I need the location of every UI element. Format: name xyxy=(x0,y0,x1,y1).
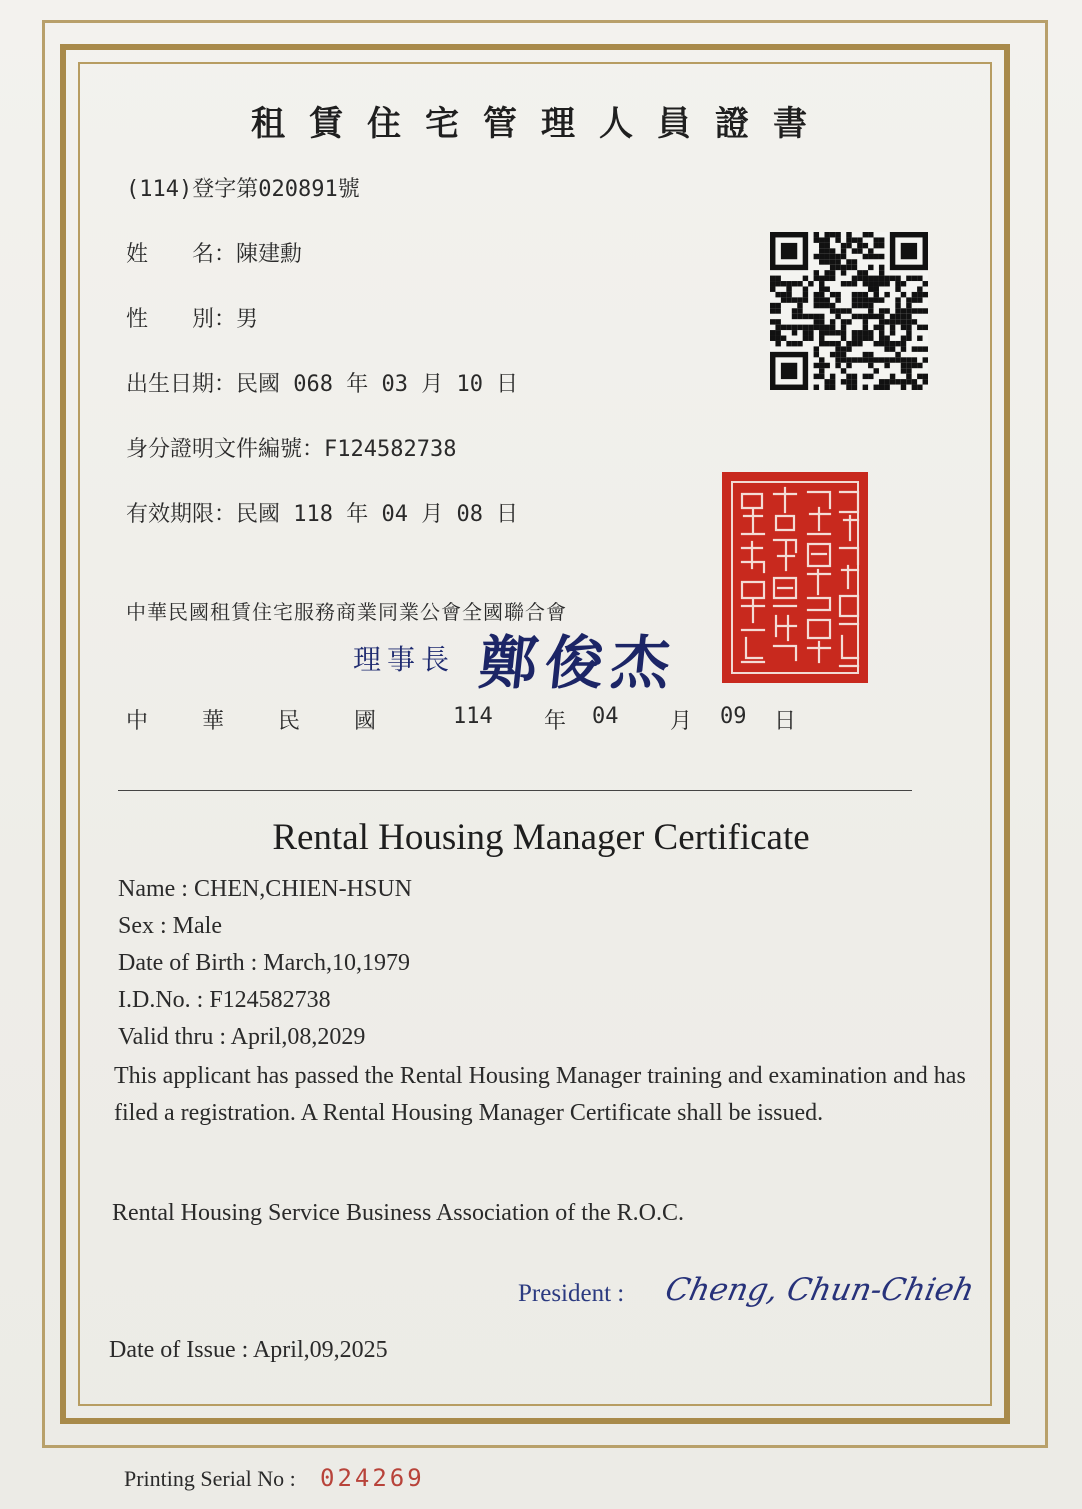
date-year-unit: 年 xyxy=(544,709,567,734)
valid-until-field-en: Valid thru : April,08,2029 xyxy=(118,1024,366,1050)
date-year: 114 xyxy=(453,704,493,729)
date-char-2: 華 xyxy=(202,709,225,734)
id-number-field-zh: 身分證明文件編號：F124582738 xyxy=(126,437,457,462)
president-label-zh: 理事長 xyxy=(353,643,456,676)
date-day-unit: 日 xyxy=(774,709,797,734)
valid-until-field-zh: 有效期限：民國 118 年 04 月 08 日 xyxy=(126,502,519,527)
qr-code-icon xyxy=(770,232,928,390)
date-month: 04 xyxy=(592,704,619,729)
official-seal-stamp xyxy=(720,470,870,685)
birth-date-field-en: Date of Birth : March,10,1979 xyxy=(118,950,410,976)
registration-number: (114)登字第020891號 xyxy=(126,177,360,202)
date-char-1: 中 xyxy=(126,709,149,734)
id-number-field-en: I.D.No. : F124582738 xyxy=(118,987,331,1013)
president-signature-zh: 鄭俊杰 xyxy=(475,629,682,697)
president-label-en: President : xyxy=(518,1280,625,1307)
birth-date-field-zh: 出生日期：民國 068 年 03 月 10 日 xyxy=(126,372,519,397)
issuer-org-zh: 中華民國租賃住宅服務商業同業公會全國聯合會 xyxy=(126,600,567,624)
sex-field-zh: 性 別：男 xyxy=(126,307,259,332)
section-divider xyxy=(118,790,912,791)
name-field-zh: 姓 名：陳建勳 xyxy=(126,242,303,267)
serial-label: Printing Serial No : xyxy=(124,1466,296,1491)
issuer-org-en: Rental Housing Service Business Association of the R.O.C. xyxy=(112,1200,684,1226)
date-char-4: 國 xyxy=(354,709,377,734)
date-char-3: 民 xyxy=(278,709,301,734)
sex-field-en: Sex : Male xyxy=(118,913,222,939)
date-month-unit: 月 xyxy=(670,709,693,734)
certificate-title-zh: 租賃住宅管理人員證書 xyxy=(251,104,831,144)
certification-statement: This applicant has passed the Rental Housing Manager training and examination and has filed a registration. A Rental Housing Manager Certificate shall be issued. xyxy=(114,1063,966,1126)
issue-date-en: Date of Issue : April,09,2025 xyxy=(109,1337,388,1363)
certificate-title-en: Rental Housing Manager Certificate xyxy=(272,817,810,858)
serial-number: 024269 xyxy=(320,1464,425,1492)
name-field-en: Name : CHEN,CHIEN-HSUN xyxy=(118,876,412,902)
date-day: 09 xyxy=(720,704,747,729)
president-signature-en: Cheng, Chun-Chieh xyxy=(662,1272,978,1308)
